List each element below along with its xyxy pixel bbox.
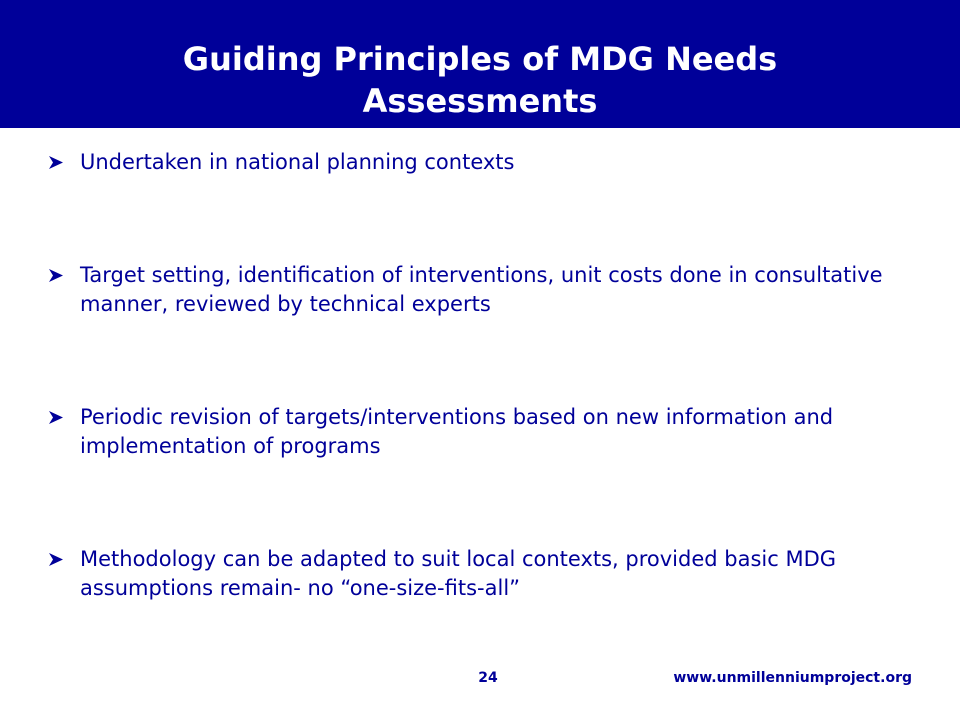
bullet-item	[48, 545, 928, 603]
arrow-right-icon	[48, 155, 64, 170]
bullet-text: Methodology can be adapted to suit local contexts, provided basic MDG assumptions remain- no “one-size-fits-all”	[80, 547, 837, 600]
arrow-right-icon	[48, 410, 64, 425]
page-number: 24	[478, 670, 498, 686]
bullet-text: Target setting, identification of interventions, unit costs done in consultative manner, reviewed by technical experts	[80, 263, 883, 316]
arrow-right-icon	[48, 268, 64, 283]
bullet-item	[48, 148, 928, 177]
bullet-text: Periodic revision of targets/interventions based on new information and implementation of programs	[80, 405, 834, 458]
slide-title	[0, 38, 960, 122]
bullet-text: Undertaken in national planning contexts	[80, 150, 515, 174]
bullet-list	[48, 148, 928, 687]
bullet-item	[48, 403, 928, 461]
title-bar	[0, 0, 960, 128]
slide-title-line1: Guiding Principles of MDG Needs	[182, 40, 778, 78]
arrow-right-icon	[48, 552, 64, 567]
website-url: www.unmillenniumproject.org	[673, 670, 912, 686]
slide-title-line2: Assessments	[362, 82, 598, 120]
bullet-item	[48, 261, 928, 319]
